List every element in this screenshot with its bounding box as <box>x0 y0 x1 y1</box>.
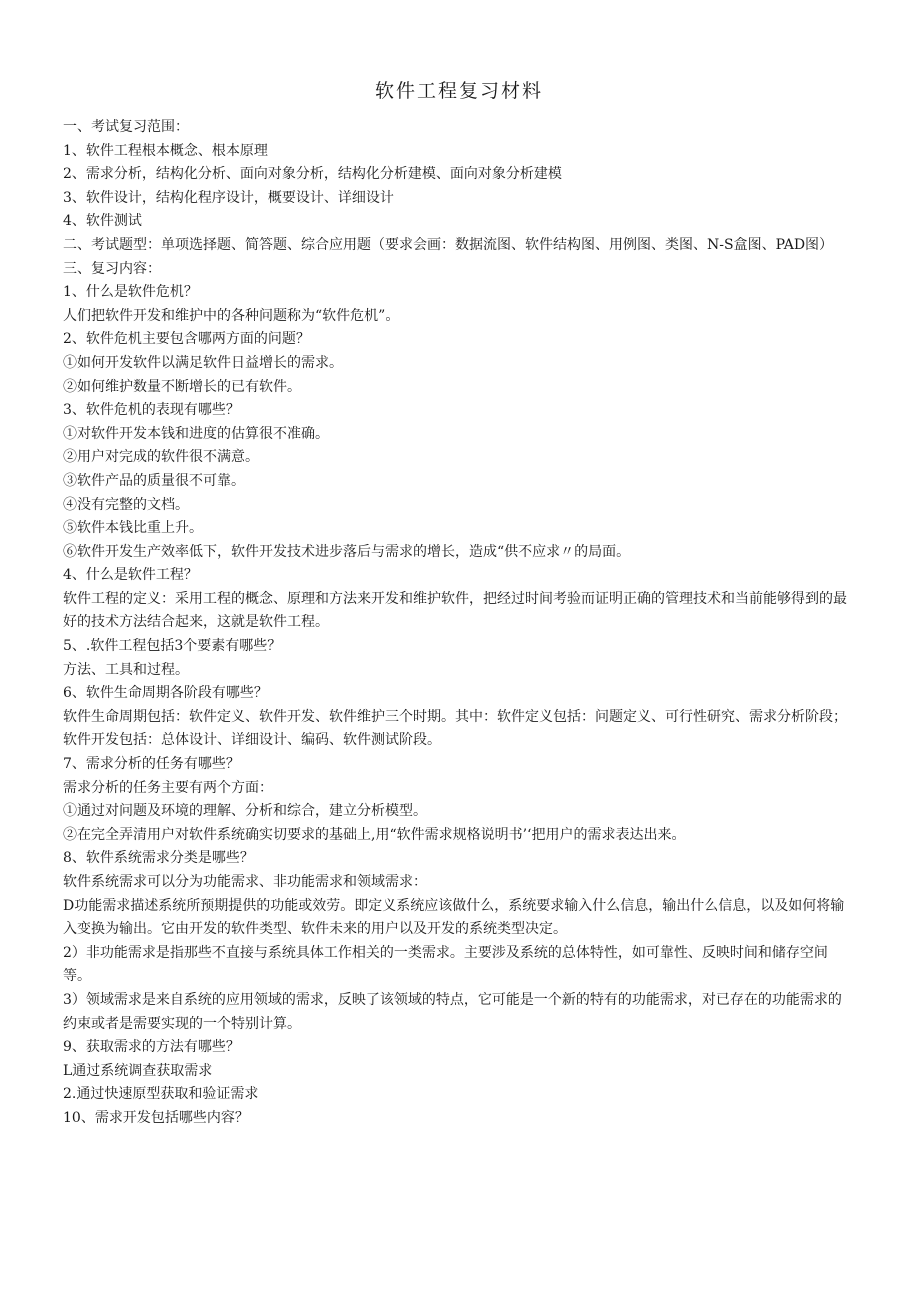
question-heading: 10、需求开发包括哪些内容？ <box>63 1109 249 1126</box>
question-heading: 8、软件系统需求分类是哪些？ <box>63 850 254 867</box>
document-title: 软件工程复习材料 <box>374 80 543 102</box>
question-heading: 9、获取需求的方法有哪些？ <box>63 1039 240 1056</box>
text-line: ②如何维护数量不断增长的已有软件。 <box>63 378 301 395</box>
text-line: 方法、工具和过程。 <box>63 661 189 678</box>
text-line: 三、复习内容： <box>63 260 161 277</box>
question-heading: 7、需求分析的任务有哪些？ <box>63 756 240 773</box>
text-line: 2.通过快速原型获取和验证需求 <box>63 1086 259 1103</box>
text-line: 软件生命周期包括：软件定义、软件开发、软件维护三个时期。其中：软件定义包括：问题定义、可行性研究、需求分析阶段；软件开发包括：总体设计、详细设计、编码、软件测试阶段。 <box>63 708 847 749</box>
text-line: 2）非功能需求是指那些不直接与系统具体工作相关的一类需求。主要涉及系统的总体特性，如可靠性、反映时间和储存空间等。 <box>63 944 828 985</box>
question-heading: 3、软件危机的表现有哪些？ <box>63 402 240 419</box>
question-heading: 4、什么是软件工程？ <box>63 567 198 584</box>
document-page <box>63 76 855 1131</box>
text-line: 4、软件测试 <box>63 213 142 230</box>
question-heading: 2、软件危机主要包含哪两方面的问题？ <box>63 331 310 348</box>
text-line: ②用户对完成的软件很不满意。 <box>63 449 259 466</box>
text-line: ①通过对问题及环境的理解、分析和综合，建立分析模型。 <box>63 803 427 820</box>
text-line: 1、软件工程根本概念、根本原理 <box>63 142 268 159</box>
text-line: ①如何开发软件以满足软件日益增长的需求。 <box>63 354 343 371</box>
text-line: L通过系统调查获取需求 <box>63 1062 213 1079</box>
text-line: ⑤软件本钱比重上升。 <box>63 520 203 537</box>
text-line: 3、软件设计，结构化程序设计，概要设计、详细设计 <box>63 189 394 206</box>
document-body <box>63 116 855 1131</box>
text-line: 人们把软件开发和维护中的各种问题称为“软件危机”。 <box>63 307 400 324</box>
text-line: 3）领域需求是来自系统的应用领域的需求，反映了该领域的特点，它可能是一个新的特有的功能需求，对已存在的功能需求的约束或者是需要实现的一个特别计算。 <box>63 991 842 1032</box>
text-line: 软件工程的定义：采用工程的概念、原理和方法来开发和维护软件，把经过时间考验而证明正确的管理技术和当前能够得到的最好的技术方法结合起来，这就是软件工程。 <box>63 590 847 631</box>
text-line: ①对软件开发本钱和进度的估算很不准确。 <box>63 425 329 442</box>
text-line: 软件系统需求可以分为功能需求、非功能需求和领域需求： <box>63 874 427 890</box>
text-line: ②在完全弄清用户对软件系统确实切要求的基础上,用“软件需求规格说明书’‘把用户的需求表达出来。 <box>63 826 686 843</box>
text-line: 需求分析的任务主要有两个方面： <box>63 779 273 796</box>
text-line: ③软件产品的质量很不可靠。 <box>63 472 245 489</box>
text-line: ⑥软件开发生产效率低下，软件开发技术进步落后与需求的增长，造成“供不应求〃的局面。 <box>63 543 631 560</box>
text-line: D功能需求描述系统所预期提供的功能或效劳。即定义系统应该做什么，系统要求输入什么信息，输出什么信息，以及如何将输入变换为输出。它由开发的软件类型、软件未来的用户以及开发的系统类型决定。 <box>63 897 845 938</box>
text-line: 一、考试复习范围： <box>63 119 189 135</box>
question-heading: 6、软件生命周期各阶段有哪些？ <box>63 685 268 702</box>
question-heading: 5、.软件工程包括3个要素有哪些？ <box>63 638 282 655</box>
text-line: ④没有完整的文档。 <box>63 496 189 513</box>
text-line: 二、考试题型：单项选择题、简答题、综合应用题（要求会画：数据流图、软件结构图、用例图、类图、N-S盒图、PAD图） <box>63 236 834 253</box>
question-heading: 1、什么是软件危机？ <box>63 284 198 301</box>
text-line: 2、需求分析，结构化分析、面向对象分析，结构化分析建模、面向对象分析建模 <box>63 166 562 183</box>
